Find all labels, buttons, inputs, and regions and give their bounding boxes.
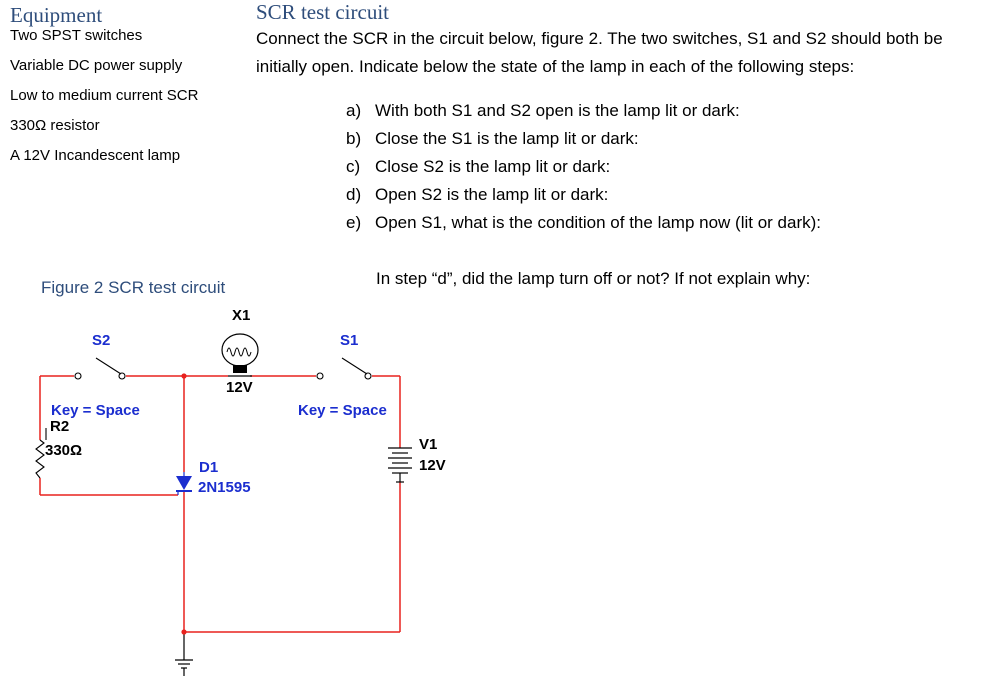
equipment-item: Low to medium current SCR	[10, 87, 199, 104]
scr-d1	[176, 472, 192, 495]
section-title: SCR test circuit	[256, 0, 389, 24]
lamp-symbol	[222, 334, 258, 376]
resistor-value-label: 330Ω	[45, 442, 83, 459]
step-label: d)	[346, 185, 362, 204]
equipment-item: 330Ω resistor	[10, 117, 100, 134]
step-text: Close the S1 is the lamp lit or dark:	[375, 129, 639, 148]
equipment-item: A 12V Incandescent lamp	[10, 147, 181, 164]
instructions-line-2: initially open. Indicate below the state of the lamp in each of the following steps:	[256, 57, 855, 76]
lamp-ref-label: X1	[232, 307, 251, 324]
equipment-heading: Equipment	[10, 3, 103, 27]
source-ref-label: V1	[419, 436, 438, 453]
switch-s2-label: S2	[92, 332, 111, 349]
step-text: Open S2 is the lamp lit or dark:	[375, 185, 609, 204]
source-value-label: 12V	[419, 457, 446, 474]
step-label: b)	[346, 129, 362, 148]
switch-s1-label: S1	[340, 332, 359, 349]
switch-s2-key-label: Key = Space	[51, 402, 140, 419]
step-text: Close S2 is the lamp lit or dark:	[375, 157, 611, 176]
follow-up-question: In step “d”, did the lamp turn off or not? If not explain why:	[376, 269, 811, 288]
equipment-item: Variable DC power supply	[10, 57, 183, 74]
step-text: Open S1, what is the condition of the lamp now (lit or dark):	[375, 213, 822, 232]
switch-s2	[75, 358, 125, 379]
junction-dot	[181, 629, 186, 634]
scr-part-label: 2N1595	[198, 479, 251, 496]
step-label: c)	[346, 157, 361, 176]
resistor-ref-label: R2	[50, 418, 70, 435]
step-label: a)	[346, 101, 362, 120]
equipment-item: Two SPST switches	[10, 27, 143, 44]
junction-dot	[181, 373, 186, 378]
lamp-value-label: 12V	[226, 379, 253, 396]
scr-ref-label: D1	[199, 459, 219, 476]
switch-s1	[317, 358, 371, 379]
dc-source-v1	[388, 448, 412, 482]
ground-symbol	[175, 632, 193, 676]
step-label: e)	[346, 213, 362, 232]
step-text: With both S1 and S2 open is the lamp lit or dark:	[375, 101, 740, 120]
figure-caption: Figure 2 SCR test circuit	[41, 278, 226, 297]
switch-s1-key-label: Key = Space	[298, 402, 387, 419]
instructions-line-1: Connect the SCR in the circuit below, figure 2. The two switches, S1 and S2 should both be	[256, 29, 943, 48]
